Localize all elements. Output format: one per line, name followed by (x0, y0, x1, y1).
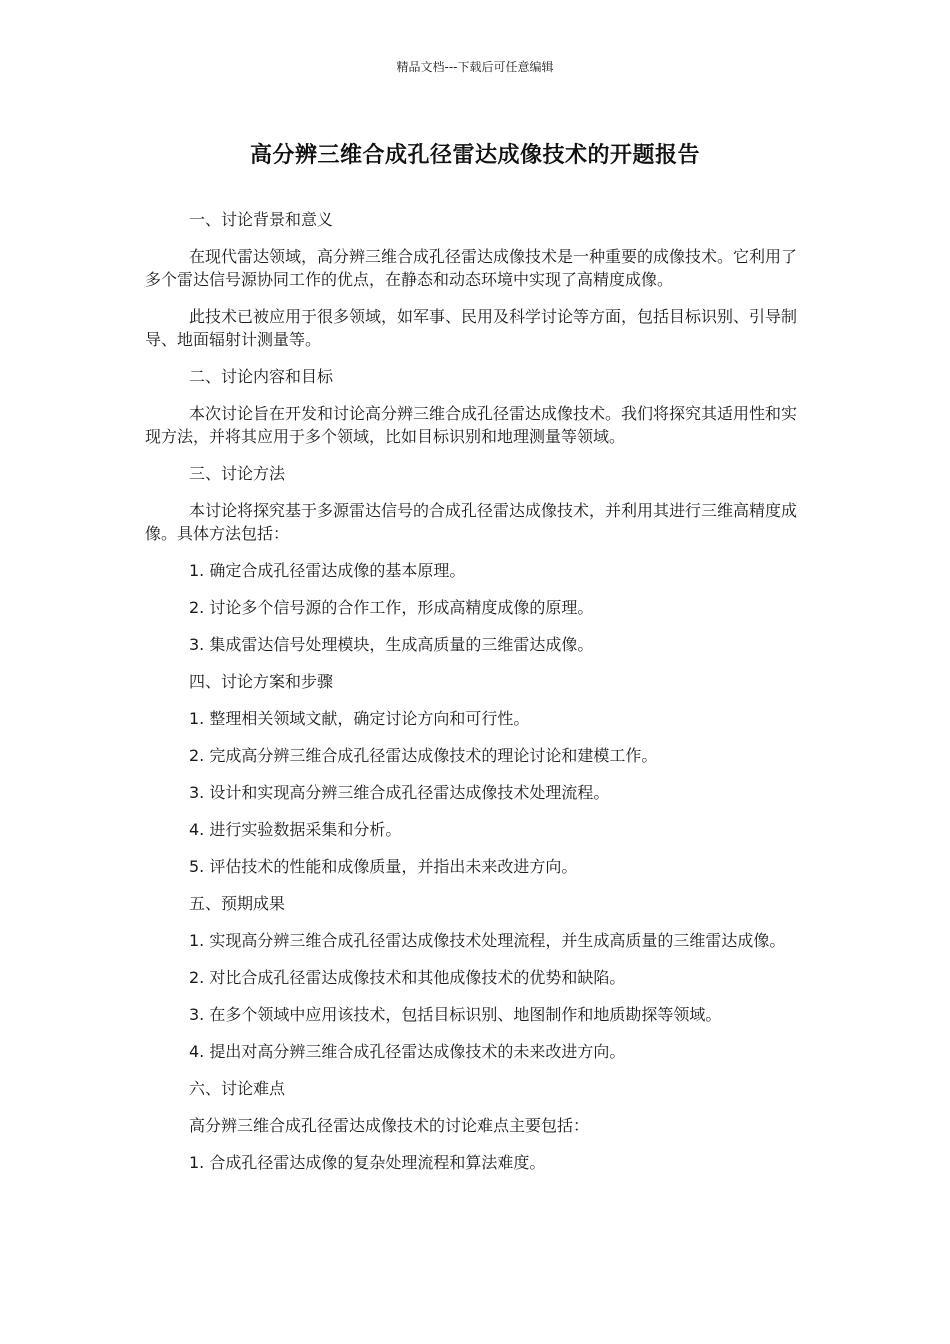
list-item: 4. 提出对高分辨三维合成孔径雷达成像技术的未来改进方向。 (189, 1042, 626, 1061)
list-item: 1. 合成孔径雷达成像的复杂处理流程和算法难度。 (189, 1153, 546, 1172)
paragraph: 在现代雷达领域，高分辨三维合成孔径雷达成像技术是一种重要的成像技术。它利用了多个雷达信号源协同工作的优点，在静态和动态环境中实现了高精度成像。 (145, 247, 798, 289)
list-item: 4. 进行实验数据采集和分析。 (189, 820, 402, 839)
list-item: 3. 集成雷达信号处理模块，生成高质量的三维雷达成像。 (189, 635, 594, 654)
section-heading-method: 三、讨论方法 (189, 464, 286, 483)
section-heading-difficulties: 六、讨论难点 (189, 1079, 286, 1098)
list-item: 3. 在多个领域中应用该技术，包括目标识别、地图制作和地质勘探等领域。 (189, 1005, 722, 1024)
list-item: 3. 设计和实现高分辨三维合成孔径雷达成像技术处理流程。 (189, 783, 610, 802)
paragraph: 本次讨论旨在开发和讨论高分辨三维合成孔径雷达成像技术。我们将探究其适用性和实现方法，并将其应用于多个领域，比如目标识别和地理测量等领域。 (145, 404, 798, 446)
section-heading-background: 一、讨论背景和意义 (189, 210, 334, 229)
list-item: 2. 对比合成孔径雷达成像技术和其他成像技术的优势和缺陷。 (189, 968, 626, 987)
section-heading-content: 二、讨论内容和目标 (189, 367, 334, 386)
document-title: 高分辨三维合成孔径雷达成像技术的开题报告 (249, 143, 700, 168)
list-item: 1. 实现高分辨三维合成孔径雷达成像技术处理流程，并生成高质量的三维雷达成像。 (189, 931, 786, 950)
paragraph: 此技术已被应用于很多领域，如军事、民用及科学讨论等方面，包括目标识别、引导制导、地面辐射计测量等。 (145, 307, 798, 349)
document-body (145, 208, 807, 1188)
paragraph: 本讨论将探究基于多源雷达信号的合成孔径雷达成像技术，并利用其进行三维高精度成像。具体方法包括： (145, 501, 798, 543)
section-heading-plan: 四、讨论方案和步骤 (189, 672, 334, 691)
page-header: 精品文档---下载后可任意编辑 (396, 60, 554, 74)
section-heading-expected-results: 五、预期成果 (189, 894, 286, 913)
list-item: 2. 讨论多个信号源的合作工作，形成高精度成像的原理。 (189, 598, 594, 617)
paragraph: 高分辨三维合成孔径雷达成像技术的讨论难点主要包括： (189, 1116, 590, 1135)
list-item: 1. 整理相关领域文献，确定讨论方向和可行性。 (189, 709, 530, 728)
list-item: 5. 评估技术的性能和成像质量，并指出未来改进方向。 (189, 857, 578, 876)
list-item: 2. 完成高分辨三维合成孔径雷达成像技术的理论讨论和建模工作。 (189, 746, 658, 765)
list-item: 1. 确定合成孔径雷达成像的基本原理。 (189, 561, 466, 580)
